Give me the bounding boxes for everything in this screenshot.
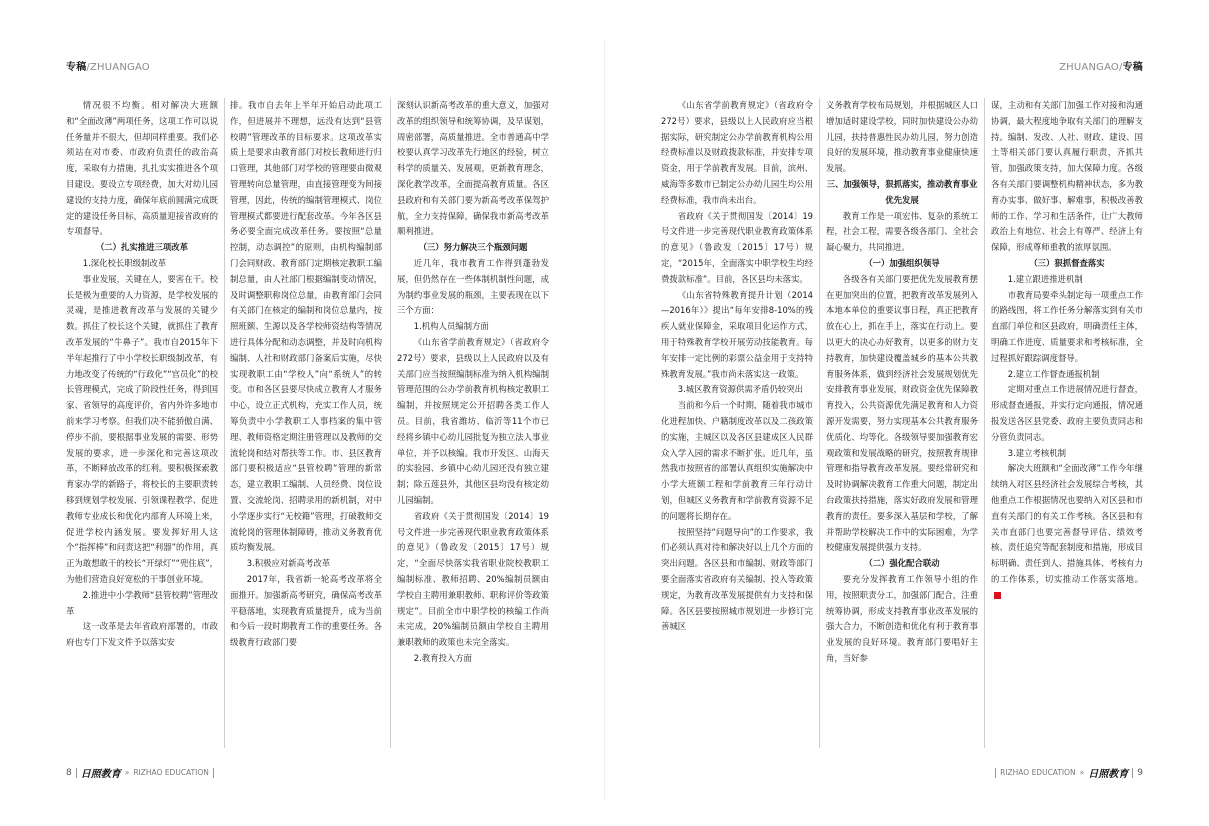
body-paragraph: 2.建立工作督查通报机制 xyxy=(1007,368,1100,379)
body-paragraph: 谋，主动和有关部门加强工作对接和沟通协调，最大程度地争取有关部门的理解支持。编制、发改、人社、财政、建设、国土等相关部门要认真履行职责，齐抓共管，加强政策支持，加大保障力度。各级各有关部门要调整机构精神状态，多为教育办实事、做好事、解难事，积极改善教师的工作、学习和生活条件，让广大教师政治上有地位、社会上有尊严、经济上有保障，形成尊师重教的浓厚氛围。 xyxy=(991,100,1143,253)
body-paragraph: 3.建立考核机制 xyxy=(1007,447,1067,458)
body-paragraph: 义务教育学校布局规划，并根据城区人口增加适时建设学校，同时加快建设公办幼儿园，扶持普惠性民办幼儿园，努力创造良好的发展环境，推动教育事业健康快速发展。 xyxy=(826,100,978,174)
body-paragraph: 2.教育投入方面 xyxy=(413,652,473,663)
body-paragraph: 省政府《关于贯彻国发〔2014〕19号文件进一步完善现代职业教育政策体系的意见》（鲁政发〔2015〕17号）规定，“2015年，全面落实中职学校生均经费拨款标准”。目前，各区县均未落实。 xyxy=(661,210,813,284)
page-number-right: 9 xyxy=(1137,767,1143,778)
section-heading: （二）扎实推进三项改革 xyxy=(95,242,189,253)
body-paragraph: 深刻认识新高考改革的重大意义，加强对改革的组织领导和统筹协调，及早谋划，周密部署，高质量推进。全市普通高中学校要认真学习改革先行地区的经验，树立科学的质量关、发展观，更新教育理念，深化教学改革，全面提高教育质量。各区县政府和有关部门要为新高考改革保驾护航，全力支持保障，确保我市新高考改革顺利推进。 xyxy=(397,100,549,237)
magazine-name-right: RIZHAO EDUCATION xyxy=(1000,768,1076,777)
footer-divider xyxy=(1132,768,1133,778)
chevron-right-icon: » xyxy=(124,768,130,777)
body-paragraph: 各级各有关部门要把优先发展教育摆在更加突出的位置，把教育改革发展列入本地本单位的重要议事日程，真正把教育放在心上，抓在手上，落实在行动上。要以更大的决心办好教育，以更多的财力支持教育，加快建设覆盖城乡的基本公共教育服务体系，做到经济社会发展规划优先安排教育事业发展，财政资金优先保障教育投入，公共资源优先满足教育和人力资源开发需要，努力实现基本公共教育服务优质化、均等化。各级领导要加强教育宏观政策和发展战略的研究，按照教育规律管理和指导教育改革发展。要经常研究和及时协调解决教育工作重大问题，制定出台政策扶持措施，落实好政府发展和管理教育的责任。要多深入基层和学校，了解并帮助学校解决工作中的实际困难，为学校健康发展提供强力支持。 xyxy=(826,273,978,553)
page-gutter xyxy=(604,40,605,800)
left-footer xyxy=(66,765,214,780)
page-number-left: 8 xyxy=(66,767,72,778)
body-paragraph: 教育工作是一项宏伟、复杂的系统工程，社会工程，需要各级各部门、全社会凝心聚力，共同推进。 xyxy=(826,210,978,253)
body-paragraph: 近几年，我市教育工作得到蓬勃发展，但仍然存在一些体制机制性问题，成为制约事业发展的瓶颈，主要表现在以下三个方面： xyxy=(397,257,549,316)
column-6 xyxy=(991,98,1143,738)
right-header-sub: ZHUANGAO xyxy=(1059,62,1120,73)
body-paragraph: 这一改革是去年省政府部署的，市政府也专门下发文件予以落实安 xyxy=(66,621,218,648)
chevron-right-icon: » xyxy=(1079,768,1085,777)
body-paragraph: 3.城区教育资源供需矛盾仍较突出 xyxy=(677,384,804,395)
column-5 xyxy=(826,98,978,738)
magazine-name-left: RIZHAO EDUCATION xyxy=(133,768,209,777)
column-divider xyxy=(390,98,391,748)
magazine-logo-left: 日照教育 xyxy=(80,769,121,780)
body-paragraph: 2017年，我省新一轮高考改革将全面推开。加强新高考研究，确保高考改革平稳落地，实现教育质量提升，成为当前和今后一段时期教育工作的重要任务。各级教育行政部门要 xyxy=(230,573,382,648)
column-divider xyxy=(819,98,820,748)
section-heading: （二）强化配合联动 xyxy=(864,558,940,569)
section-heading: （三）狠抓督查落实 xyxy=(1029,257,1105,268)
column-1 xyxy=(66,98,218,738)
section-heading: （一）加强组织领导 xyxy=(864,257,940,268)
chapter-heading: 三、加强领导，狠抓落实，推动教育事业优先发展 xyxy=(826,178,978,205)
column-divider xyxy=(224,98,225,748)
body-paragraph: 《山东省学前教育规定》（省政府令272号）要求，县级以上人民政府以及有关部门应当按照编制标准为纳入机构编制管理范围的公办学前教育机构核定教职工编制，并按照规定公开招聘各类工作人员。目前，我省潍坊、临沂等11个市已经将乡镇中心幼儿园批复为独立法人事业单位，并予以核编。我市开发区、山海天的实验园、乡镇中心幼儿园还没有独立建制；除五莲县外，其他区县均没有核定幼儿园编制。 xyxy=(397,336,549,505)
body-paragraph: 当前和今后一个时期，随着我市城市化进程加快、户籍制度改革以及二孩政策的实施，主城区以及各区县建成区人民群众入学入园的需求不断扩张。近几年，虽然我市按照省的部署认真组织实施解决中小学大班额工程和学前教育三年行动计划，但城区义务教育和学前教育资源不足的问题将长期存在。 xyxy=(661,400,813,521)
footer-divider xyxy=(995,768,996,778)
body-paragraph: 1.机构人员编制方面 xyxy=(413,321,489,332)
column-2 xyxy=(230,98,382,738)
body-paragraph: 3.积极应对新高考改革 xyxy=(246,558,331,569)
footer-divider xyxy=(213,768,214,778)
body-paragraph: 《山东省学前教育规定》（省政府令272号）要求，县级以上人民政府应当根据实际，研究制定公办学前教育机构公用经费标准以及财政拨款标准，并安排专项资金，用于学前教育发展。目前，滨州、威海等多数市已制定公办幼儿园生均公用经费标准，我市尚未出台。 xyxy=(661,100,813,205)
magazine-logo-right: 日照教育 xyxy=(1088,769,1129,780)
column-4 xyxy=(661,98,813,738)
body-paragraph: 解决大班额和“全面改薄”工作今年继续纳入对区县经济社会发展综合考核，其他重点工作根据情况也要纳入对区县和市直有关部门的有关工作考核。各区县和有关市直部门也要完善督导评估、绩效考核、责任追究等配套制度和措施，形成目标明确、责任到人、措施具体、考核有力的工作体系，切实推动工作落实落地。 xyxy=(991,461,1143,603)
footer-divider xyxy=(76,768,77,778)
body-paragraph: 1.深化校长职级制改革 xyxy=(82,257,167,268)
body-paragraph: 《山东省特殊教育提升计划（2014—2016年）》提出“每年安排8-10%的残疾人就业保障金，采取项目化运作方式，用于特殊教育学校开展劳动技能教育。每年安排一定比例的彩票公益金用于支持特殊教育发展。”我市尚未落实这一政策。 xyxy=(661,289,813,379)
left-header-main: 专稿 xyxy=(66,62,87,73)
body-paragraph: 定期对重点工作进展情况进行督查，形成督查通报，并实行定向通报，情况通报发送各区县党委、政府主要负责同志和分管负责同志。 xyxy=(991,384,1143,442)
section-heading: （三）努力解决三个瓶颈问题 xyxy=(418,242,528,253)
column-3 xyxy=(397,98,549,738)
body-paragraph: 2.推进中小学教师“县管校聘”管理改革 xyxy=(66,589,218,616)
body-paragraph: 1.建立跟进推进机制 xyxy=(1007,273,1083,284)
body-paragraph: 情况很不均衡。相对解决大班额和“全面改薄”两项任务，这项工作可以说任务量并不很大，但却同样重要。我们必须站在对市委、市政府负责任的政治高度，采取有力措施，扎扎实实推进各个项目建设。要设立专项经费，加大对幼儿园建设的支持力度，确保年底前圆满完成既定的建设任务目标，高质量迎接省政府的专项督导。 xyxy=(66,100,218,237)
right-header-main: 专稿 xyxy=(1122,62,1143,73)
right-footer xyxy=(995,765,1143,780)
body-paragraph: 排。我市自去年上半年开始启动此项工作，但进展并不理想，远没有达到“县管校聘”管理改革的目标要求。这项改革实质上是要求由教育部门对校长教师进行归口管理，其他部门对学校的管理要由微观管理转向总量管理，由直接管理变为间接管理，因此，传统的编制管理模式、岗位管理模式都要进行配套改革。今年各区县务必要全面完成改革任务。要按照“总量控制，动态调控”的原则，由机构编制部门会同财政、教育部门定期核定教职工编制总量，由人社部门根据编制变动情况，及时调整职称岗位总量，由教育部门会同有关部门在核定的编制和岗位总量内，按照班额、生源以及各学校师资结构等情况进行具体分配和动态调整，并及时向机构编制、人社和财政部门备案后实施，尽快实现教职工由“学校人”向“系统人”的转变。市和各区县要尽快成立教育人才服务中心，设立正式机构，充实工作人员，统筹负责中小学教职工人事档案的集中管理、教师资格定期注册管理以及教师的交流轮岗和结对帮扶等工作。市、县区教育部门要积极适应“县管校聘”管理的新常态，建立教职工编制、人员经费、岗位设置、交流轮岗、招聘录用的新机制，对中小学逐步实行“无校籍”管理，打破教师交流轮岗的管理体制障碍，推动义务教育优质均衡发展。 xyxy=(230,100,382,553)
body-paragraph: 事业发展，关键在人，要害在干。校长是极为重要的人力资源，是学校发展的灵魂，是推进教育改革与发展的关键少数。抓住了校长这个关键，就抓住了教育改革发展的“牛鼻子”。我市自2015年下半年起推行了中小学校长职级制改革，有力地改变了传统的“行政化”“官员化”的校长管理模式，完成了阶段性任务，得到国家、省领导的高度评价，省内外许多地市前来学习考察。但我们决不能骄傲自满、停步不前，要根据事业发展的需要、形势发展的要求，进一步深化和完善这项改革，不断释放改革的红利。要积极探索教育家办学的新路子，将校长的主要职责转移到规划学校发展、引领课程教学、促进教师专业成长和优化内部育人环境上来，促进学校内涵发展。要发挥好用人这个“指挥棒”和问责这把“利器”的作用，真正为敢想敢干的校长“开绿灯”“兜住底”，为他们营造良好宽松的干事创业环境。 xyxy=(66,273,218,584)
body-paragraph: 按照坚持“问题导向”的工作要求，我们必须认真对待和解决好以上几个方面的突出问题。各区县和市编制、财政等部门要全面落实省政府有关编制、投入等政策规定，为教育改革发展提供有力支持和保障。各区县要按照城市规划进一步修订完善城区 xyxy=(661,526,813,632)
left-header-sub: ZHUANGAO xyxy=(89,62,150,73)
body-paragraph: 要充分发挥教育工作领导小组的作用，按照职责分工，加强部门配合，注重统筹协调，形成支持教育事业改革发展的强大合力，不断创造和优化有利于教育事业发展的良好环境。教育部门要唱好主角，当好参 xyxy=(826,573,978,663)
column-divider xyxy=(984,98,985,748)
left-header: 专稿/ZHUANGAO xyxy=(66,62,150,73)
end-of-article-icon xyxy=(994,592,1001,599)
body-paragraph: 市教育局要牵头制定每一项重点工作的路线图，将工作任务分解落实到有关市直部门单位和区县政府，明确责任主体，明确工作进度、质量要求和考核标准，全过程抓好跟踪调度督导。 xyxy=(991,289,1143,363)
body-paragraph: 省政府《关于贯彻国发〔2014〕19号文件进一步完善现代职业教育政策体系的意见》（鲁政发〔2015〕17号）规定，“全面尽快落实我省职业院校教职工编制标准、教师招聘、20%编制员额由学校自主聘用兼职教师、职称评价等政策规定”。目前全市中职学校的核编工作尚未完成，20%编制员额由学校自主聘用兼职教师的政策也未完全落实。 xyxy=(397,510,549,648)
right-header: ZHUANGAO/专稿 xyxy=(1059,62,1143,73)
